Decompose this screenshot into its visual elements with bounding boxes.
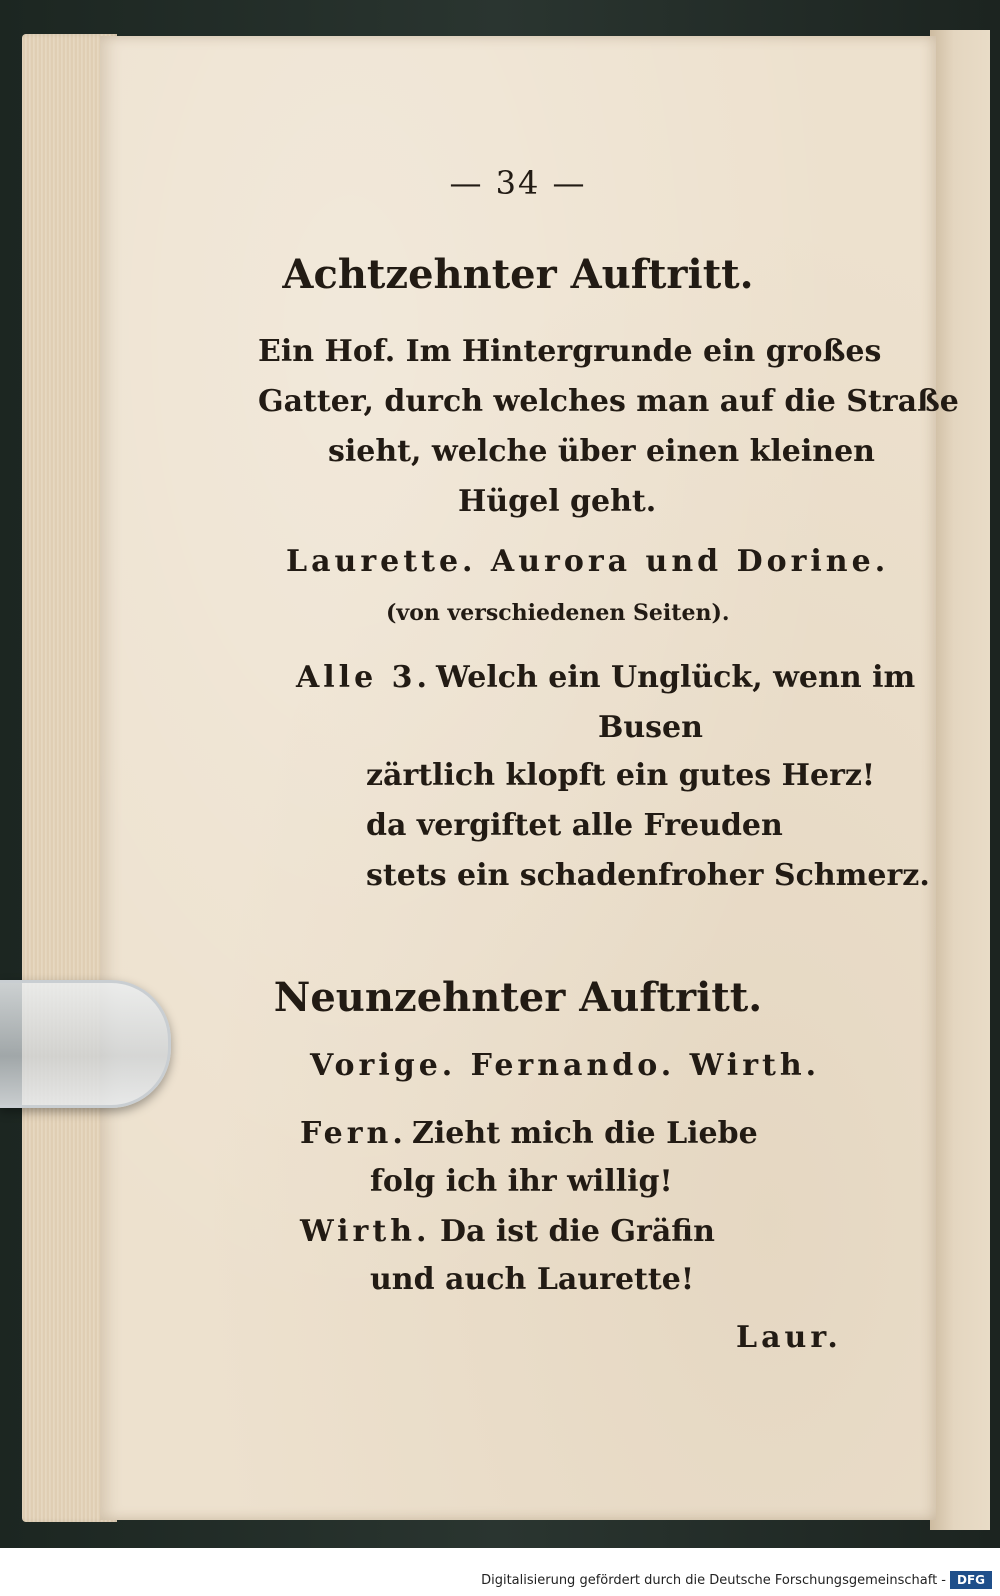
scene-19-speaker-wirth: Wirth.: [300, 1214, 431, 1249]
scene-18-verse-3: zärtlich klopft ein gutes Herz!: [366, 758, 876, 793]
scene-18-verse-2: Busen: [598, 710, 703, 745]
facing-page-edge: [930, 30, 990, 1530]
scene-19-line-3: Da ist die Gräfin: [440, 1214, 715, 1249]
scene-19-characters: Vorige. Fernando. Wirth.: [310, 1048, 821, 1083]
scene-18-speaker: Alle 3.: [296, 660, 431, 695]
scene-18-verse-1: Welch ein Unglück, wenn im: [436, 660, 916, 695]
scene-18-line-4: Hügel geht.: [458, 484, 657, 519]
dfg-logo: DFG: [950, 1571, 992, 1589]
footer-bar: [0, 1548, 1000, 1596]
scene-19-line-4: und auch Laurette!: [370, 1262, 695, 1297]
scene-19-line-1: Zieht mich die Liebe: [412, 1116, 758, 1151]
book-page: [100, 36, 959, 1520]
scene-18-line-3: sieht, welche über einen kleinen: [328, 434, 875, 469]
scene-18-characters: Laurette. Aurora und Dorine.: [286, 544, 890, 579]
scene-18-heading: Achtzehnter Auftritt.: [282, 251, 754, 298]
scene-19-speaker-fern: Fern.: [300, 1116, 407, 1151]
scene-19-line-2: folg ich ihr willig!: [370, 1164, 673, 1199]
catchword: Laur.: [736, 1320, 842, 1355]
scene-18-stage-direction: (von verschiedenen Seiten).: [386, 600, 730, 626]
page-clip: [0, 980, 171, 1108]
scene-18-line-1: Ein Hof. Im Hintergrunde ein großes: [258, 334, 882, 369]
footer-credit: Digitalisierung gefördert durch die Deutsche Forschungsgemeinschaft -: [481, 1573, 946, 1588]
scene-18-verse-5: stets ein schadenfroher Schmerz.: [366, 858, 930, 893]
scene-19-heading: Neunzehnter Auftritt.: [273, 974, 763, 1021]
page-number: — 34 —: [449, 164, 587, 202]
scene-18-verse-4: da vergiftet alle Freuden: [366, 808, 783, 843]
scene-18-line-2: Gatter, durch welches man auf die Straße: [258, 384, 959, 419]
